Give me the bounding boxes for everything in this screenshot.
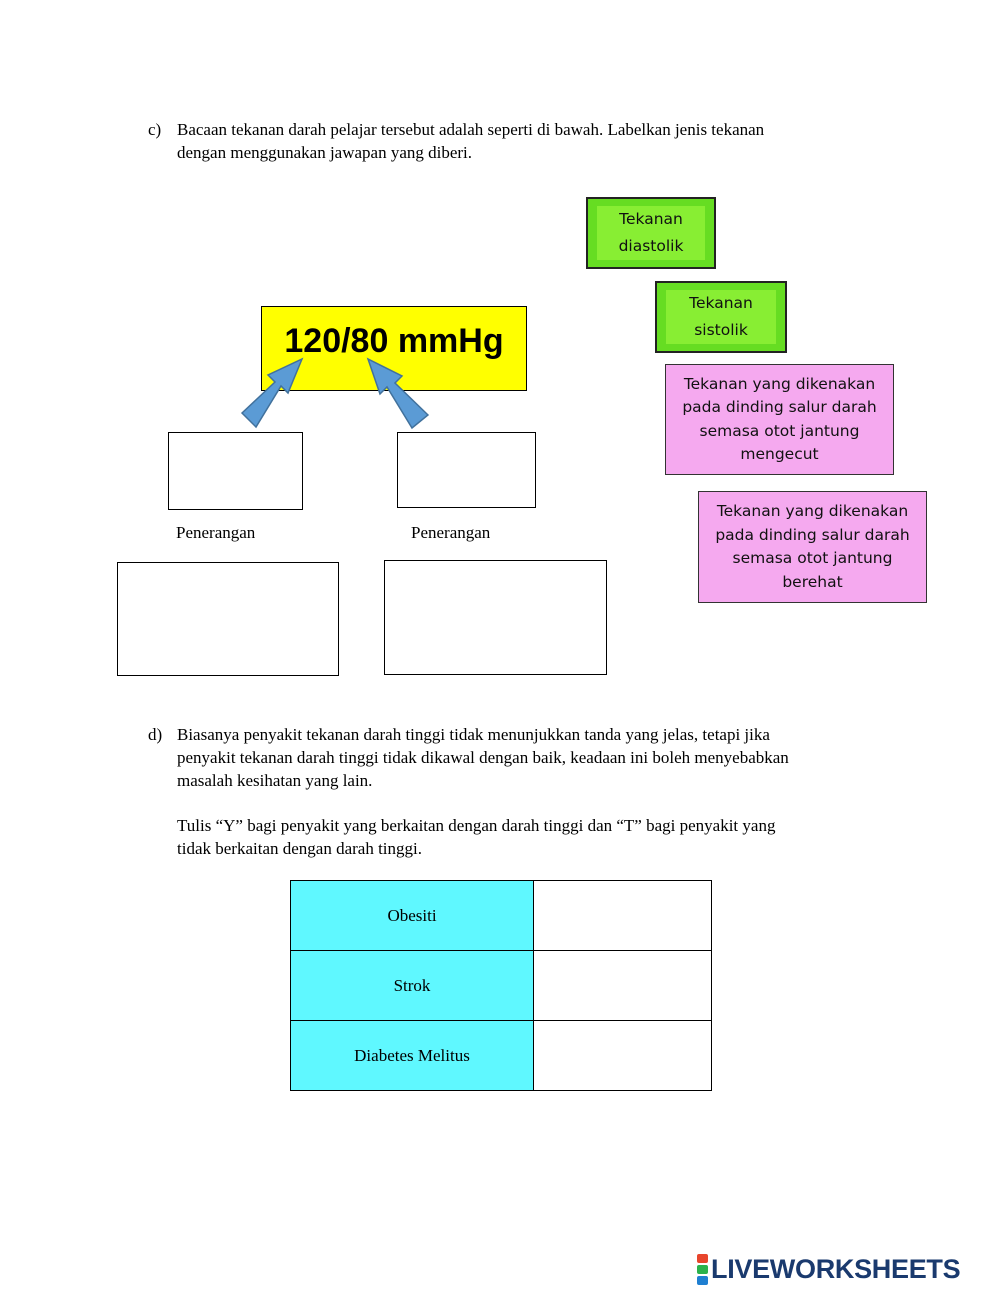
question-c-line-1: Bacaan tekanan darah pelajar tersebut adalah seperti di bawah. Labelkan jenis tekanan (177, 120, 765, 139)
question-c-line-2: dengan menggunakan jawapan yang diberi. (177, 143, 473, 162)
right-up-arrow-icon (368, 359, 428, 428)
question-d-p1-line-2: penyakit tekanan darah tinggi tidak dikawal dengan baik, keadaan ini boleh menyebabkan (177, 748, 789, 767)
contract-desc-line-3: semasa otot jantung (699, 421, 860, 440)
question-d-p2-line-2: tidak berkaitan dengan darah tinggi. (177, 839, 422, 858)
question-d-paragraph-2 (177, 814, 897, 860)
explanation-label-left: Penerangan (176, 523, 256, 542)
question-d-p1-line-1: Biasanya penyakit tekanan darah tinggi tidak menunjukkan tanda yang jelas, tetapi jika (177, 725, 770, 744)
option-diastolic-line-2: diastolik (618, 237, 684, 255)
explanation-box-left[interactable] (117, 562, 339, 676)
rest-desc-line-1: Tekanan yang dikenakan (716, 502, 909, 520)
disease-answer-input[interactable] (534, 881, 712, 951)
blood-pressure-reading: 120/80 mmHg (261, 306, 527, 391)
explanation-box-right[interactable] (384, 560, 607, 675)
option-systolic-line-2: sistolik (694, 321, 748, 339)
disease-name: Strok (291, 951, 534, 1021)
table-row (291, 951, 712, 1021)
option-systolic-pressure[interactable] (655, 281, 787, 353)
option-diastolic-line-1: Tekanan (619, 210, 683, 228)
question-d-p1-line-3: masalah kesihatan yang lain. (177, 771, 373, 790)
disease-name: Obesiti (291, 881, 534, 951)
contract-desc-line-2: pada dinding salur darah (682, 398, 877, 416)
contract-desc-line-4: mengecut (740, 445, 819, 463)
question-c-letter: c) (148, 120, 162, 139)
rest-desc-line-2: pada dinding salur darah (715, 525, 910, 544)
disease-answer-input[interactable] (534, 951, 712, 1021)
logo-text: LIVEWORKSHEETS (711, 1253, 961, 1284)
table-row (291, 1021, 712, 1091)
rest-desc-line-3: semasa otot jantung (732, 549, 893, 567)
explanation-label-right: Penerangan (411, 523, 491, 542)
question-c-text (177, 118, 897, 164)
rest-desc-line-4: berehat (782, 572, 843, 591)
disease-name: Diabetes Melitus (291, 1021, 534, 1091)
option-contract-description[interactable] (665, 364, 894, 475)
question-d-paragraph-1 (177, 723, 897, 792)
option-diastolic-pressure[interactable] (586, 197, 716, 269)
answer-box-left[interactable] (168, 432, 303, 510)
logo-blocks-icon (697, 1253, 708, 1286)
table-row (291, 881, 712, 951)
answer-box-right[interactable] (397, 432, 536, 508)
disease-answer-input[interactable] (534, 1021, 712, 1091)
option-rest-description[interactable] (698, 491, 927, 603)
question-d-p2-line-1: Tulis “Y” bagi penyakit yang berkaitan dengan darah tinggi dan “T” bagi penyakit yang (177, 816, 776, 835)
arrows-diagram (230, 355, 440, 435)
left-up-arrow-icon (242, 359, 302, 427)
contract-desc-line-1: Tekanan yang dikenakan (683, 374, 876, 393)
question-d-letter: d) (148, 725, 163, 744)
option-systolic-line-1: Tekanan (689, 294, 753, 312)
disease-table (290, 880, 712, 1091)
liveworksheets-logo (697, 1252, 960, 1286)
